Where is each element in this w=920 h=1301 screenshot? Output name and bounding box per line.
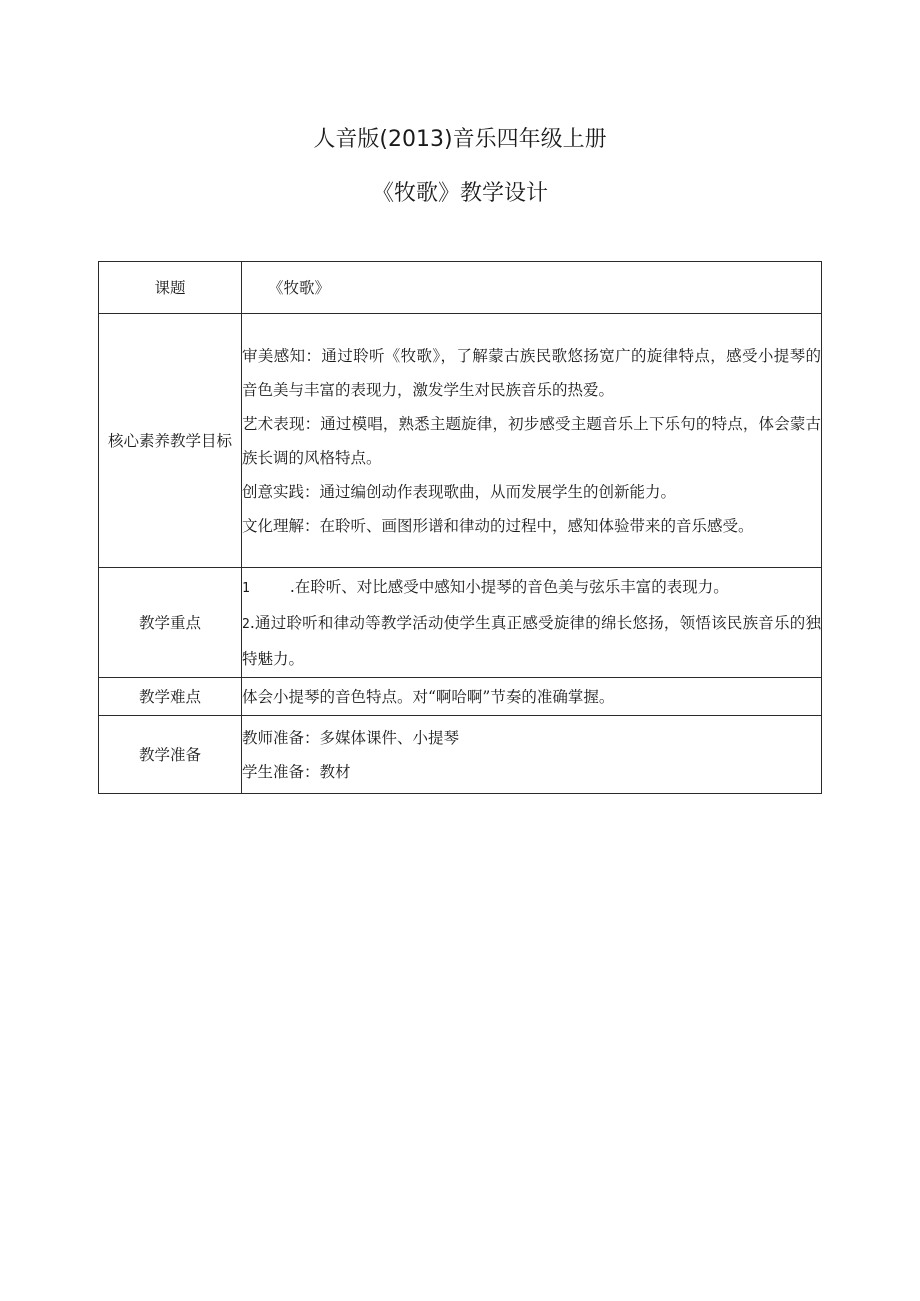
- objective-item: 审美感知：通过聆听《牧歌》，了解蒙古族民歌悠扬宽广的旋律特点，感受小提琴的音色美与丰富的表现力，激发学生对民族音乐的热爱。: [242, 346, 821, 399]
- preparation-item: 学生准备：教材: [242, 762, 351, 781]
- key-point-item: [242, 570, 821, 606]
- objectives-content: [242, 314, 822, 568]
- key-point-text: .在聆听、对比感受中感知小提琴的音色美与弦乐丰富的表现力。: [289, 577, 729, 596]
- topic-label: 课题: [99, 262, 242, 314]
- objective-item: 艺术表现：通过模唱，熟悉主题旋律，初步感受主题音乐上下乐句的特点，体会蒙古族长调的风格特点。: [242, 414, 821, 467]
- key-points-label: 教学重点: [99, 568, 242, 678]
- preparation-content: [242, 716, 822, 794]
- table-row-objectives: [99, 314, 822, 568]
- lesson-plan-table: [98, 261, 822, 794]
- document-subtitle: 《牧歌》教学设计: [371, 181, 548, 206]
- objectives-label: 核心素养教学目标: [99, 314, 242, 568]
- difficulties-value: 体会小提琴的音色特点。对“啊哈啊”节奏的准确掌握。: [242, 678, 822, 716]
- table-row-difficulties: [99, 678, 822, 716]
- key-point-text: .通过聆听和律动等教学活动使学生真正感受旋律的绵长悠扬，领悟该民族音乐的独特魅力。: [242, 613, 821, 668]
- key-point-number: 2: [242, 616, 250, 632]
- table-row-topic: [99, 262, 822, 314]
- table-row-key-points: [99, 568, 822, 678]
- key-points-content: [242, 568, 822, 678]
- preparation-label: 教学准备: [99, 716, 242, 794]
- document-title: 人音版(2013)音乐四年级上册: [313, 127, 607, 152]
- objective-item: 创意实践：通过编创动作表现歌曲，从而发展学生的创新能力。: [242, 482, 677, 501]
- difficulties-label: 教学难点: [99, 678, 242, 716]
- table-row-preparation: [99, 716, 822, 794]
- key-point-item: [242, 606, 821, 676]
- preparation-item: 教师准备：多媒体课件、小提琴: [242, 728, 460, 747]
- topic-value: 《牧歌》: [242, 262, 822, 314]
- objective-item: 文化理解：在聆听、画图形谱和律动的过程中，感知体验带来的音乐感受。: [242, 516, 754, 535]
- key-point-number: 1: [242, 580, 250, 596]
